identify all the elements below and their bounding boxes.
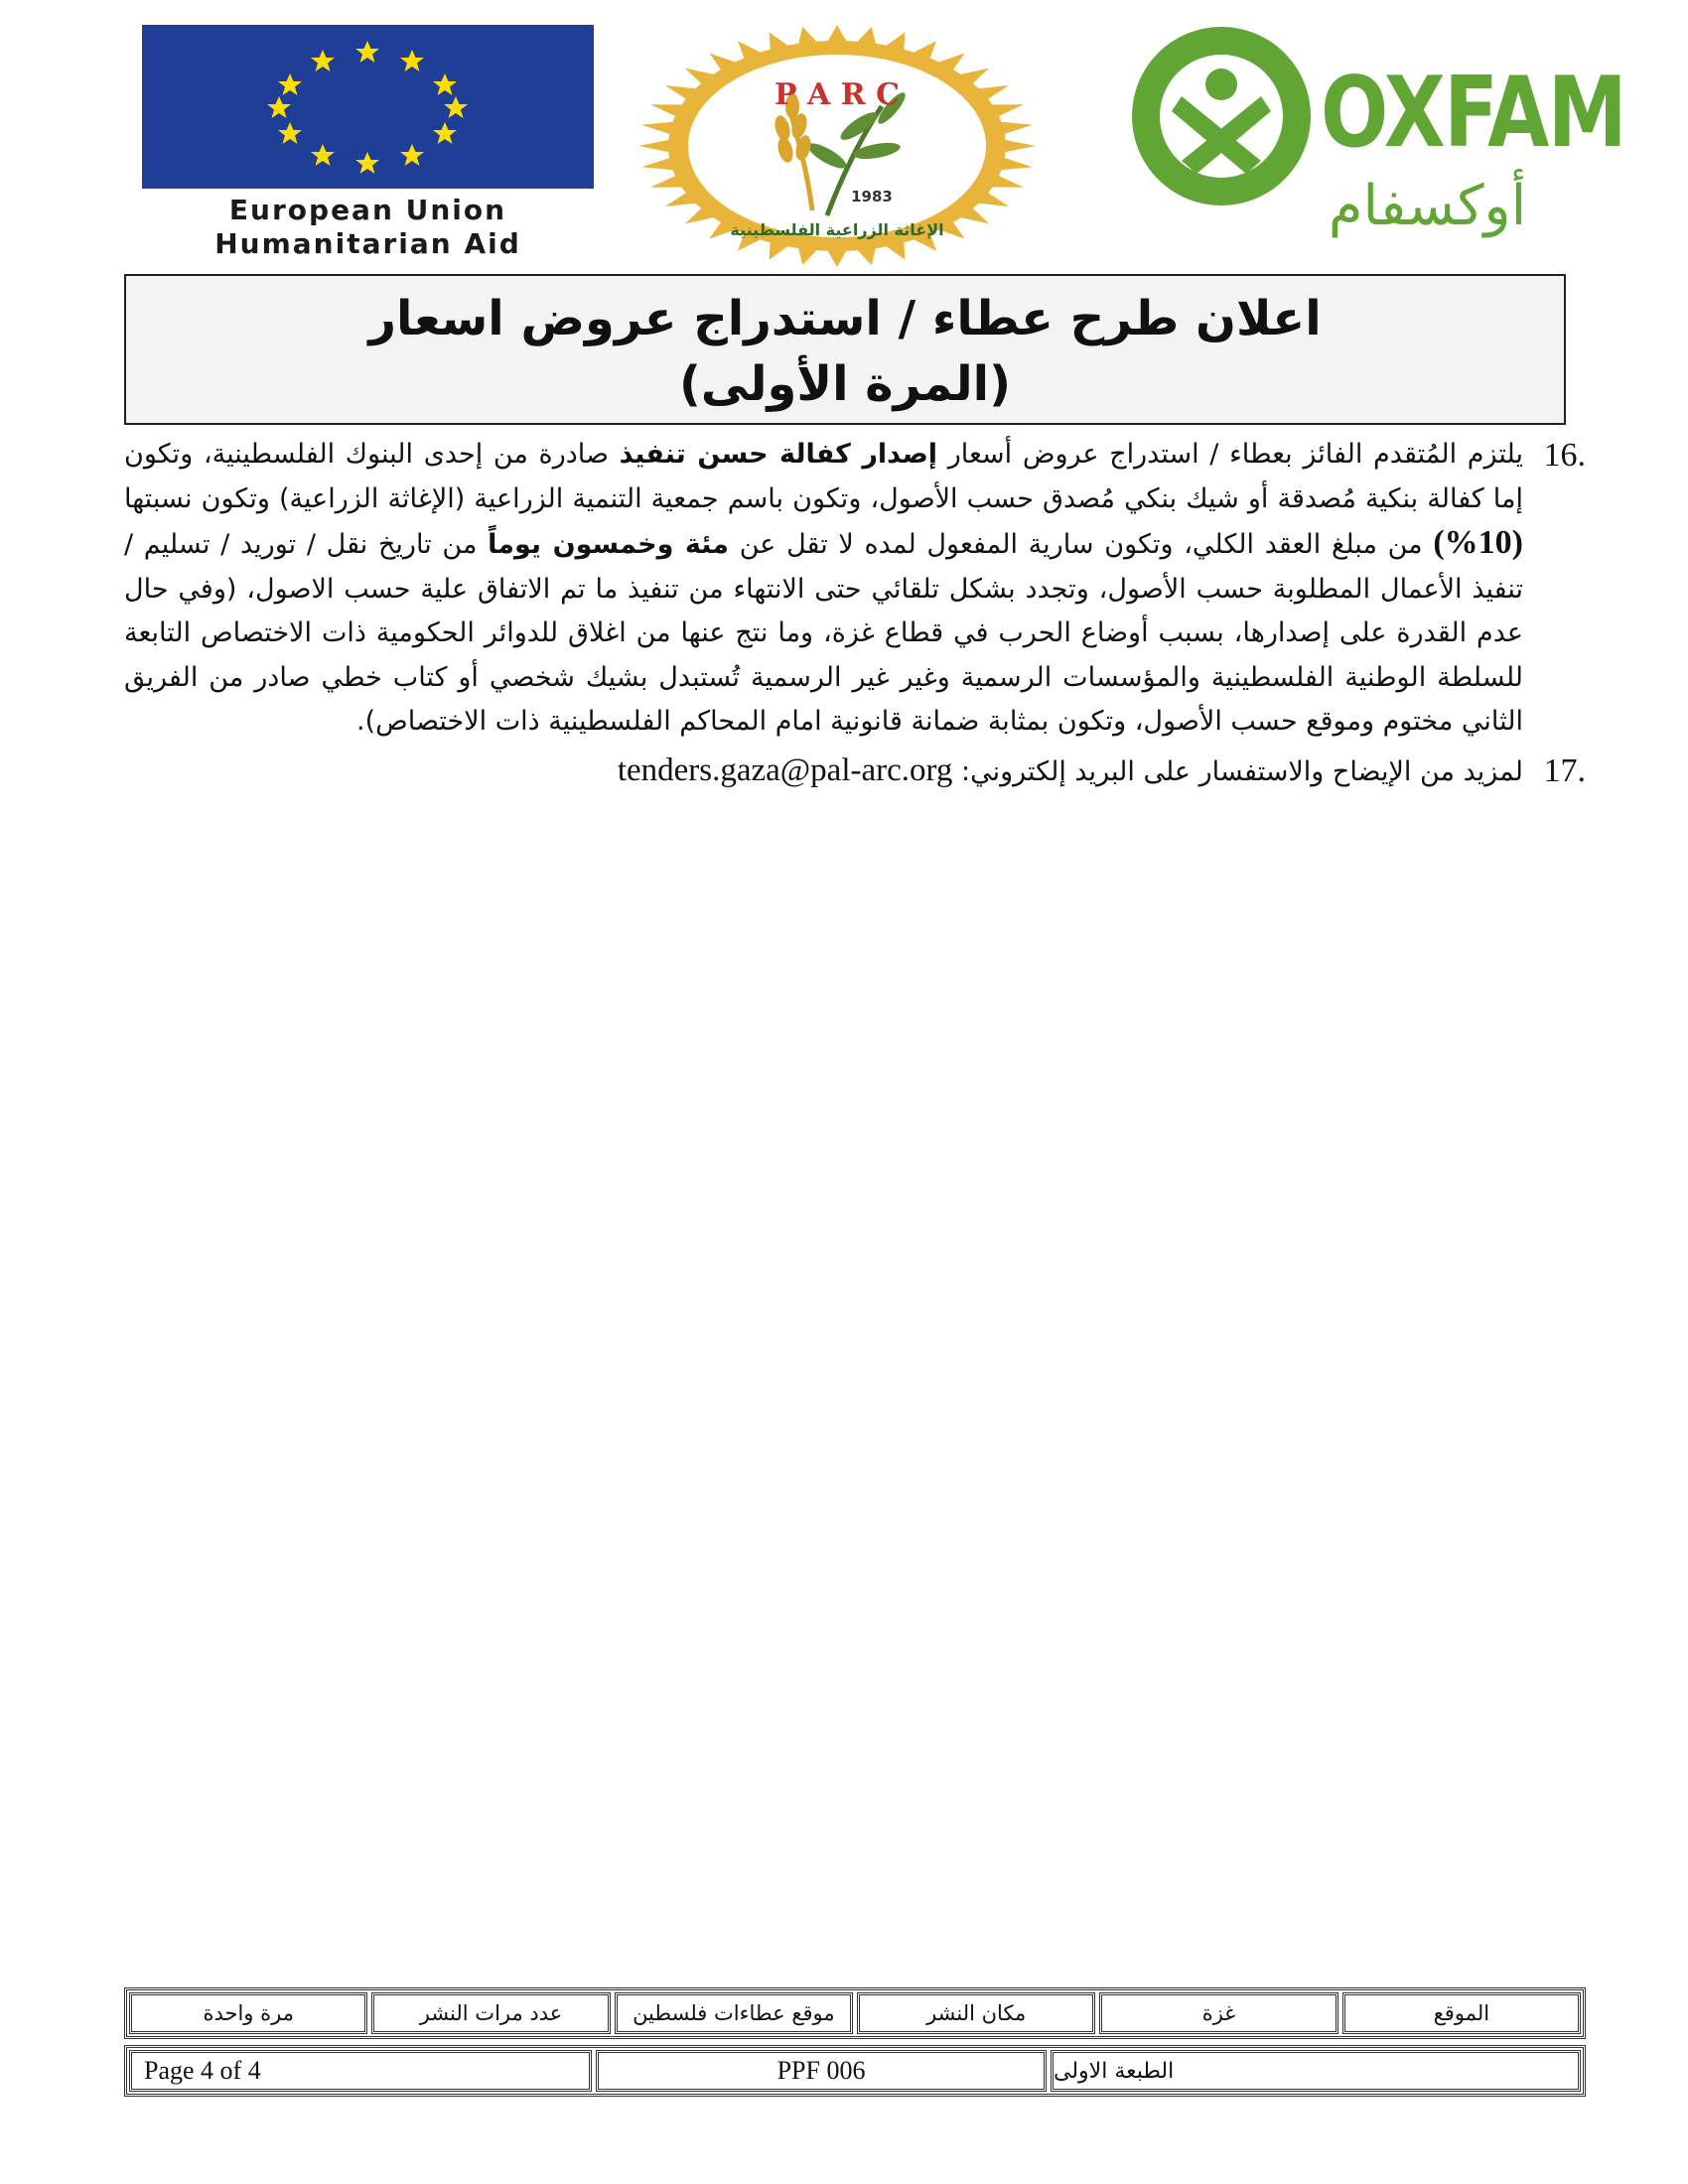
parc-arabic-text: الإغاثة الزراعية الفلسطينية [730,220,944,239]
eu-star [433,73,457,95]
announcement-title-box [124,274,1566,425]
item-text [124,433,1523,745]
eu-humanitarian-aid-logo [142,25,596,268]
page-number: Page 4 of 4 [129,2050,592,2092]
footer-cell-publish-count-label: عدد مرات النشر [371,1992,610,2034]
eu-star [267,96,291,118]
oxfam-logo [1127,15,1626,253]
document-body [124,433,1586,794]
oxfam-figure-icon [1127,17,1316,215]
eu-star [433,122,457,144]
eu-star [311,144,335,166]
list-item [124,749,1586,795]
eu-star [311,50,335,71]
oxfam-arabic-wordmark: أوكسفام [1328,174,1527,238]
bold-performance-guarantee: إصدار كفالة حسن تنفيذ [619,439,938,470]
eu-star [444,96,468,118]
footer-cell-location-label: الموقع [1342,1992,1581,2034]
parc-year-text: 1983 [851,188,893,205]
footer-cell-publish-place-value: موقع عطاءات فلسطين [615,1992,853,2034]
document-code: PPF 006 [596,2050,1047,2092]
guarantee-percentage: (10%) [1433,524,1523,561]
footer-cell-publish-place-label: مكان النشر [857,1992,1095,2034]
item-text-part: من تاريخ نقل / توريد / تسليم / تنفيذ الأعمال المطلوبة حسب الأصول، وتجدد بشكل تلقائي حتى الانتهاء من تنفيذ ما تم الاتفاق علية حسب الاصول، (وفي حال عدم القدرة على إصدارها، بسبب أوضاع الحرب في قطاع غزة، وما نتج عنها من اغلاق للدوائر الحكومية ذات الاختصاص التابعة للسلطة الوطنية الفلسطينية والمؤسسات الرسمية وغير غير الرسمية تُستبدل بشيك شخصي أو كتاب خطي صادر من الفريق الثاني مختوم وموقع حسب الأصول، وتكون بمثابة ضمانة قانونية امام المحاكم الفلسطينية ذات الاختصاص). [124,529,1523,737]
item-number: 17. [1543,751,1586,789]
eu-caption-line2: Humanitarian Aid [214,227,521,260]
bold-validity-period: مئة وخمسون يوماً [488,529,730,560]
item-text [124,749,1523,795]
parc-name-text: P A R C [774,77,900,112]
eu-star [355,41,379,63]
parc-logo [624,25,1051,268]
eu-caption [142,194,594,261]
item-number: 16. [1543,437,1586,474]
announcement-title: اعلان طرح عطاء / استدراج عروض اسعار [368,291,1322,346]
eu-caption-line1: European Union [228,194,507,226]
eu-flag [142,25,594,189]
eu-stars-icon [142,25,594,189]
footer-cell-location-value: غزة [1099,1992,1337,2034]
contact-email-link[interactable]: tenders.gaza@pal-arc.org [617,751,953,788]
edition-label: الطبعة الاولى [1051,2050,1581,2092]
item-text-part: لمزيد من الإيضاح والاستفسار على البريد إلكتروني: [952,755,1523,787]
item-text-part: صادرة من إحدى البنوك الفلسطينية، وتكون إما كفالة بنكية مُصدقة أو شيك بنكي مُصدق حسب الأصول، وتكون باسم جمعية التنمية الزراعية (الإغاثة الزراعية) وتكون نسبتها [124,439,1523,514]
publication-info-table [124,1987,1586,2039]
footer-cell-publish-count-value: مرة واحدة [129,1992,367,2034]
parc-sun-emblem-icon [624,25,1051,268]
document-footer-table [124,2045,1586,2097]
eu-star [400,144,424,166]
eu-star [278,73,302,95]
item-text-part: من مبلغ العقد الكلي، وتكون سارية المفعول لمده لا تقل عن [729,529,1434,560]
announcement-subtitle: (المرة الأولى) [678,356,1012,412]
list-item [124,433,1586,745]
eu-star [355,152,379,174]
item-text-part: يلتزم المُتقدم الفائز بعطاء / استدراج عروض أسعار [937,439,1523,470]
eu-star [278,122,302,144]
eu-star [400,50,424,71]
oxfam-wordmark: OXFAM [1321,57,1626,170]
